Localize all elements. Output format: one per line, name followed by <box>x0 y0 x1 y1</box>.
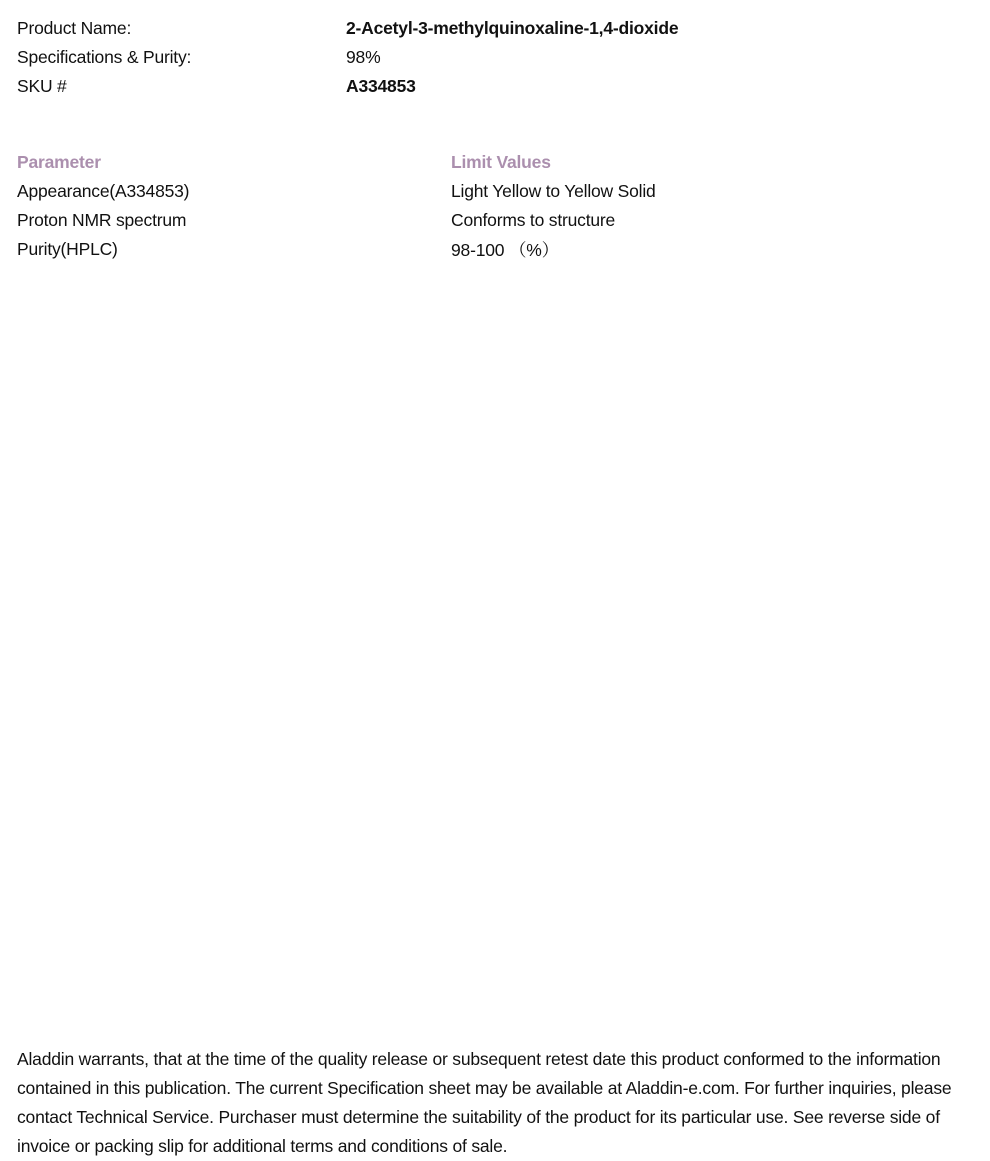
table-row <box>17 177 977 206</box>
sku-row <box>17 72 977 101</box>
spec-table <box>17 148 977 264</box>
limit-value-cell: 98-100 （%） <box>451 240 559 260</box>
table-row <box>17 235 977 264</box>
product-name-value: 2-Acetyl-3-methylquinoxaline-1,4-dioxide <box>346 18 679 38</box>
limit-value-cell: Light Yellow to Yellow Solid <box>451 181 656 201</box>
sku-value: A334853 <box>346 76 416 96</box>
parameter-cell: Proton NMR spectrum <box>17 210 187 230</box>
sku-label: SKU # <box>17 76 67 96</box>
limit-value-cell: Conforms to structure <box>451 210 616 230</box>
specification-row <box>17 43 977 72</box>
specification-value: 98% <box>346 47 381 67</box>
warranty-disclaimer: Aladdin warrants, that at the time of the quality release or subsequent retest date this product conformed to the information contained in this publication. The current Specification sheet may be available at Aladdin-e.com. For further inquiries, please contact Technical Service. Purchaser must determine the suitability of the product for its particular use. See reverse side of invoice or packing slip for additional terms and conditions of sale. <box>17 1049 952 1156</box>
parameter-header: Parameter <box>17 152 101 172</box>
limit-values-header: Limit Values <box>451 152 551 172</box>
specification-label: Specifications & Purity: <box>17 47 192 67</box>
product-info <box>17 14 977 101</box>
parameter-cell: Appearance(A334853) <box>17 181 190 201</box>
parameter-cell: Purity(HPLC) <box>17 239 118 259</box>
product-name-row <box>17 14 977 43</box>
spec-table-header <box>17 148 977 177</box>
product-name-label: Product Name: <box>17 18 132 38</box>
table-row <box>17 206 977 235</box>
